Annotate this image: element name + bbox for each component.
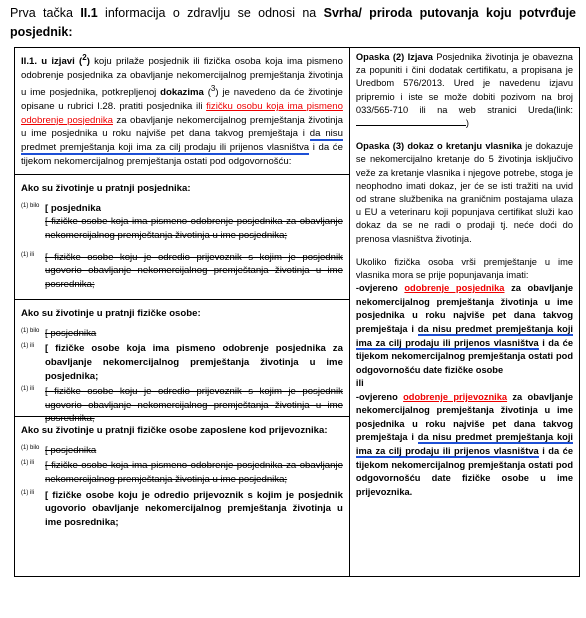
blue-underline-not-for-sale: da nisu predmet premještanja koji ima za cilj prodaju ili prijenos vlasništva bbox=[355, 432, 573, 456]
blue-underline-not-for-sale: da nisu predmet premještanja koji ima za cilj prodaju ili prijenos vlasništva bbox=[21, 128, 343, 153]
note-3-title: Opaska (3) dokaz o kretanju vlasnika bbox=[355, 141, 523, 152]
main-statement: II.1. u izjavi ($^2$) koju prilaže posjednik ili fizička osoba koja ima pismeno odobrenje posjednika za obavljanje nekomercijalnog premještanja životinja u ime posjednika, potkrepljenoj dokazima ($^3$) je navedeno da će životinje opisane u rubrici I.28. pratiti posjednika ili fizičku osobu koja ima pismeno odobrenje posjednika za obavljanje nekomercijalnog premještanja životinja u ime posjednika u roku najviše pet dana takvog premještaja i da nisu predmet premještanja koji ima za cilj prodaju ili prijenos vlasništva i da će tijekom nekomercijalnog premještanja ostati pod odgovornošću: bbox=[21, 53, 343, 167]
stmt-text-1: koju prilaže posjednik ili fizička osoba koja ima pismeno odobrenje posjednika za obavljanje nekomercijalnog premještanja životinja u ime posjednika, potkrepljenoj bbox=[21, 56, 343, 99]
intro-text-1: Prva tačka bbox=[10, 6, 81, 20]
option-carrier-struck-row bbox=[21, 251, 343, 292]
option-owner bbox=[21, 202, 343, 216]
blue-underline-not-for-sale: da nisu predmet premještanja koji ima za cilj prodaju ili prijenos vlasništva bbox=[355, 324, 573, 348]
section-carrier-employee-title: Ako su životinje u pratnji fizičke osobe zaposlene kod prijevoznika: bbox=[21, 425, 328, 437]
footnote-mark: (1) ili bbox=[21, 460, 34, 467]
intro-bold-2: Svrha/ priroda putovanja koju potvrđuje posjednik: bbox=[10, 6, 576, 39]
stmt-text-3: ) je navedeno da će životinje opisane u rubrici I.28. pratiti posjednika ili bbox=[21, 87, 343, 113]
ref-lead: II.1. u izjavi ($^2$) bbox=[21, 53, 90, 68]
footnote-mark: (1) bilo bbox=[21, 327, 40, 334]
footnote-mark: (1) bilo bbox=[21, 202, 40, 209]
certificate-table bbox=[14, 47, 580, 577]
intro-bold-1: II.1 bbox=[80, 6, 98, 20]
intro-text-2: informacija o zdravlju se odnosi na bbox=[97, 6, 324, 20]
option-carrier-struck: [ fizičke osobe koju je odredio prijevoznik s kojim je posjednik ugovorio obavljanje nekomercijalnog premještanja životinja u ime posrednika; bbox=[45, 251, 343, 290]
option-natural-person-text: [ fizičke osobe koja ima pismeno odobrenje posjednika za obavljanje nekomercijalnog premještanja životinja u ime posjednika; bbox=[45, 343, 343, 382]
section-natural-person bbox=[15, 299, 349, 425]
option-natural-person-row bbox=[21, 342, 343, 383]
footnote-mark: (1) bilo bbox=[21, 444, 40, 451]
option-owner-struck: [ posjednika bbox=[45, 444, 97, 456]
note-3 bbox=[356, 140, 573, 246]
option-owner-struck-row bbox=[21, 444, 343, 458]
section-owner-title: Ako su životinje u pratnji posjednika: bbox=[21, 183, 191, 195]
red-owner-consent: odobrenje posjednika bbox=[404, 283, 505, 294]
red-highlight-owner-consent: fizičku osobu koja ima pismeno odobrenje posjednika bbox=[21, 101, 343, 126]
note-2-text: Posjednika životinja je obavezna za popuniti i čini dodatak certifikatu, a propisana je Uredbom 576/2013. Ured je navedenu izjavu pripremio i iste se može dobiti pozivom na broj 033/565-710 ili na web stranici Ureda(link: bbox=[355, 52, 573, 115]
or-separator: ili bbox=[355, 378, 364, 389]
option-carrier-row bbox=[21, 489, 343, 530]
dokazima-label: dokazima bbox=[160, 87, 204, 99]
left-column bbox=[15, 48, 350, 577]
section-natural-person-title: Ako su životinje u pratnji fizičke osobe: bbox=[21, 308, 201, 320]
note-3-text: je dokazuje se nekomercijalno kretanje do 5 životinja isključivo veže za kretanje vlasnika i njegove potrebe, stoga je neophodno imati dokaz, jer će se isti tražiti na uvid od strane službenika na graničnim postajama ulaza u EU a veterinaru koji popunjava certifikat služi kao dokaz da se ne radi o prodaji tj. neće doći do prenosa vlasništva životinja. bbox=[355, 141, 573, 244]
option-carrier-struck-row bbox=[21, 385, 343, 426]
section-carrier-employee bbox=[15, 416, 349, 573]
intro-paragraph bbox=[10, 4, 576, 42]
footnote-mark: (1) ili bbox=[21, 251, 34, 258]
footnote-mark: (1) ili bbox=[21, 386, 34, 393]
note-2-link[interactable] bbox=[356, 125, 466, 126]
option-owner-struck: [ posjednika bbox=[45, 327, 97, 339]
requirement-carrier-consent: -ovjereno odobrenje prijevoznika za obavljanje nekomercijalnog premještanja životinja u ime posjednika u roku najviše pet dana takvog premještaja i da nisu predmet premještanja koji ima za cilj prodaju ili prijenos vlasništva i da će tijekom nekomercijalnog premještanja ostati pod odgovornošću date fizičke osobe u ime prijevoznika. bbox=[355, 391, 574, 497]
option-natural-person-struck-row bbox=[21, 459, 343, 486]
section-owner bbox=[15, 174, 349, 299]
option-carrier-text: [ fizičke osobe koju je odredio prijevoznik s kojim je posjednik ugovorio obavljanje nekomercijalnog premještanja životinja u ime posrednika; bbox=[45, 489, 343, 528]
option-owner-struck-row bbox=[21, 327, 343, 341]
stmt-text-4: za obavljanje nekomercijalnog premještanja životinja u ime posjednika u roku najviše pet dana takvog premještaja i bbox=[21, 114, 343, 140]
option-owner-text: [ posjednika bbox=[45, 202, 101, 214]
red-carrier-consent: odobrenje prijevoznika bbox=[403, 391, 508, 402]
requirement-owner-consent: -ovjereno odobrenje posjednika za obavljanje nekomercijalnog premještanja životinja u ime posjednika u roku najviše pet dana takvog premještaja i da nisu predmet premještanja koji ima za cilj prodaju ili prijenos vlasništva i da će tijekom nekomercijalnog premještanja ostati pod odgovornošću date fizičke osobe bbox=[355, 283, 574, 375]
option-carrier-struck: [ fizičke osobe koju je odredio prijevoznik s kojim je posjednik ugovorio obavljanje nekomercijalnog premještanja životinja u ime posrednika; bbox=[45, 386, 343, 425]
option-natural-person-struck: [ fizičke osobe koja ima pismeno odobrenje posjednika za obavljanje nekomercijalnog premještanja životinja u ime posjednika; bbox=[45, 216, 343, 241]
footnote-mark: (1) ili bbox=[21, 489, 34, 496]
note-2: Opaska (2) Izjava Posjednika životinja je obavezna za popuniti i čini dodatak certifikatu, a propisana je Uredbom 576/2013. Ured je navedenu izjavu pripremio i iste se može dobiti pozivom na broj 033/565-710 ili na web stranici Ureda(link:) bbox=[355, 52, 573, 129]
prerequisite-intro: Ukoliko fizička osoba vrši premještanje u ime vlasnika mora se prije popunjavanja imati: bbox=[355, 256, 573, 281]
stmt-text-5: i da će tijekom nekomercijalnog premještanja ostati pod odgovornošću: bbox=[21, 141, 343, 167]
note-2-title: Opaska (2) Izjava bbox=[355, 52, 433, 62]
right-column bbox=[349, 48, 579, 577]
footnote-mark: (1) ili bbox=[21, 343, 34, 350]
option-natural-person-struck: [ fizičke osobe koja ima pismeno odobrenje posjednika za obavljanje nekomercijalnog premještanja životinja u ime posjednika; bbox=[45, 460, 343, 485]
